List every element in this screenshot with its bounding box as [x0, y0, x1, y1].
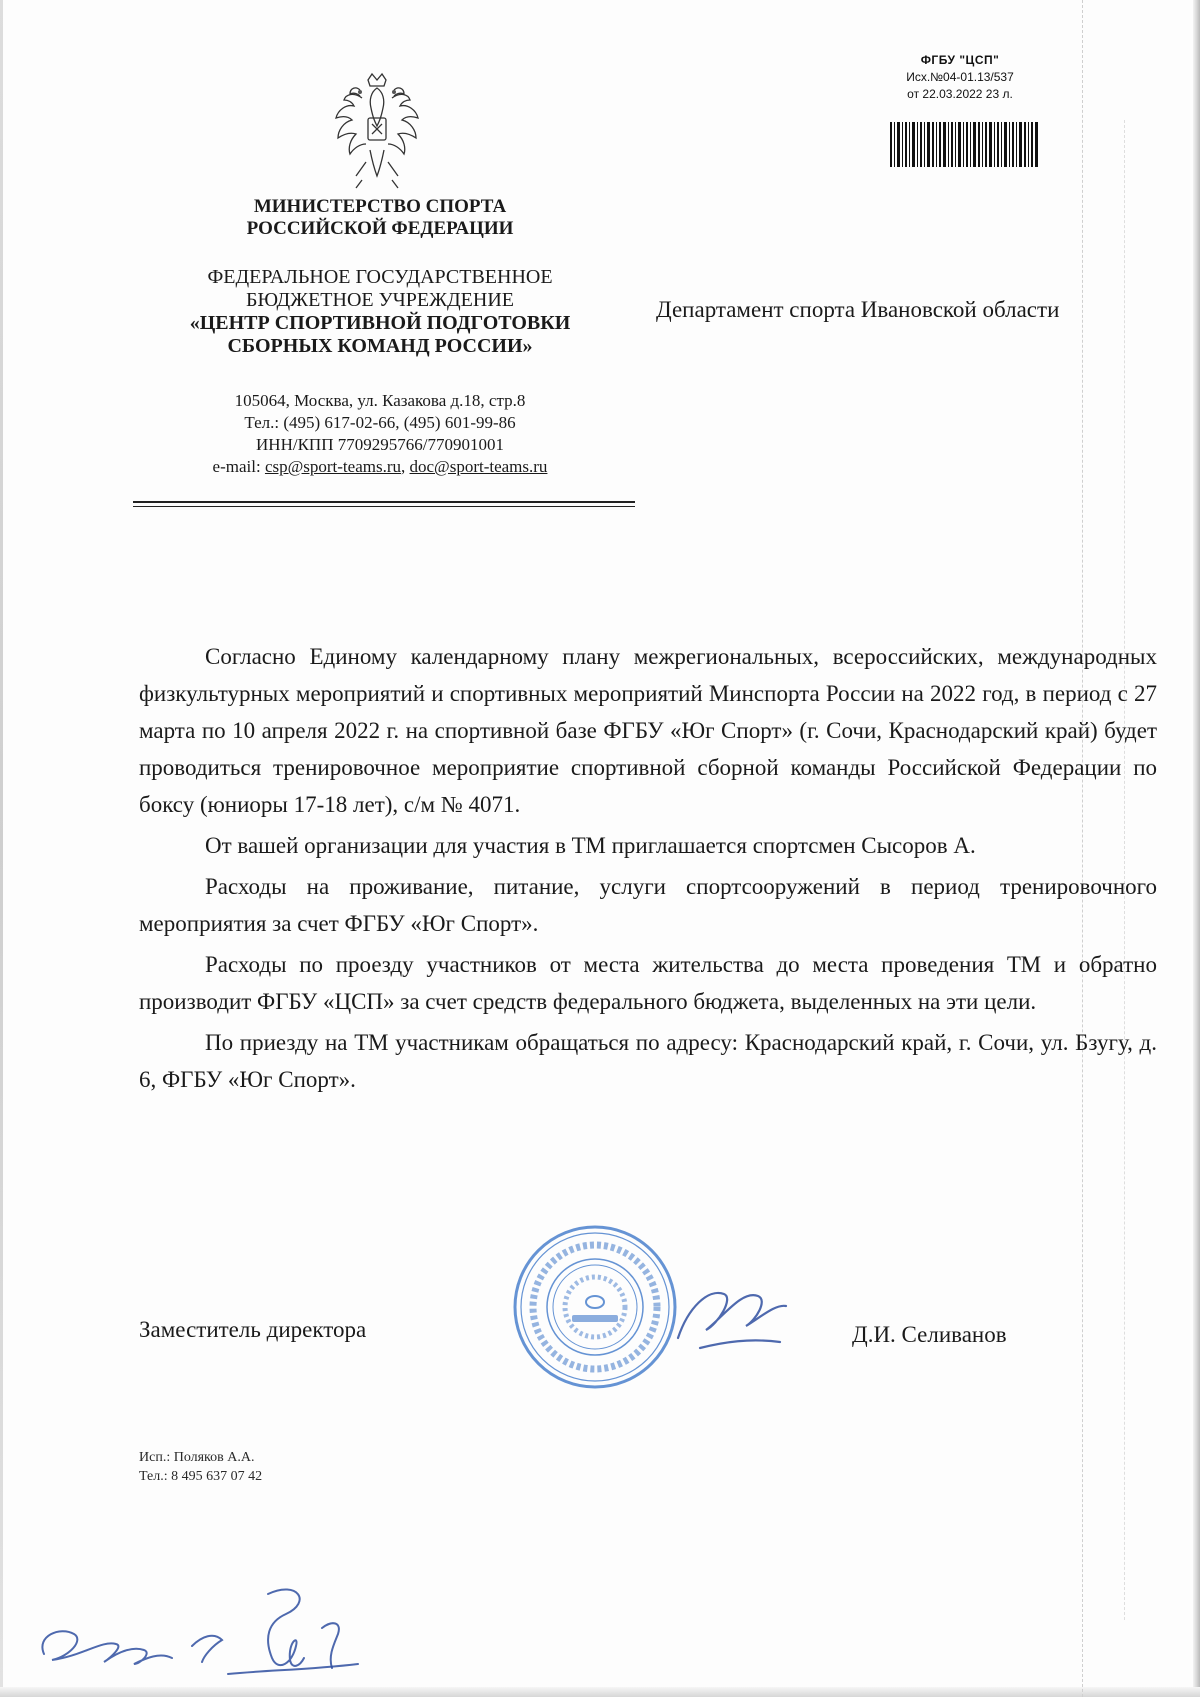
agency-line: ФЕДЕРАЛЬНОЕ ГОСУДАРСТВЕННОЕ	[207, 266, 553, 288]
executor-name: Исп.: Поляков А.А.	[139, 1450, 255, 1465]
agency-title-line: СБОРНЫХ КОМАНД РОССИИ»	[227, 335, 533, 357]
letter-body	[139, 638, 1157, 1102]
executor-phone: Тел.: 8 495 637 07 42	[139, 1469, 263, 1484]
agency-line: БЮДЖЕТНОЕ УЧРЕЖДЕНИЕ	[245, 289, 515, 311]
ministry-line: МИНИСТЕРСТВО СПОРТА	[253, 196, 507, 217]
email-link-csp[interactable]: csp@sport-teams.ru	[264, 457, 401, 476]
body-paragraph: Расходы на проживание, питание, услуги спортсооружений в период тренировочного мероприятия за счет ФГБУ «Юг Спорт».	[139, 874, 1157, 936]
handwritten-signature	[670, 1268, 800, 1358]
agency-title-line: «ЦЕНТР СПОРТИВНОЙ ПОДГОТОВКИ	[189, 312, 571, 334]
email-separator: ,	[401, 457, 410, 476]
registration-number: Исх.№04-01.13/537	[906, 70, 1014, 84]
executor-info	[139, 1448, 262, 1486]
agency-contacts	[150, 390, 610, 478]
letterhead-rule	[133, 501, 635, 503]
scan-edge-right	[1193, 0, 1200, 1697]
signatory-name: Д.И. Селиванов	[852, 1322, 1007, 1347]
ministry-name	[170, 196, 590, 240]
body-paragraph: От вашей организации для участия в ТМ приглашается спортсмен Сысоров А.	[205, 833, 976, 858]
ministry-line: РОССИЙСКОЙ ФЕДЕРАЦИИ	[246, 218, 514, 239]
double-headed-eagle-emblem	[322, 70, 432, 195]
registration-org: ФГБУ "ЦСП"	[920, 53, 1000, 67]
barcode-icon	[890, 122, 1040, 167]
agency-inn: ИНН/КПП 7709295766/770901001	[256, 435, 504, 454]
scan-edge-left	[0, 0, 3, 1697]
letterhead-rule-thin	[133, 506, 635, 507]
body-paragraph: Расходы по проезду участников от места жительства до места проведения ТМ и обратно производит ФГБУ «ЦСП» за счет средств федерального бюджета, выделенных на эти цели.	[139, 952, 1157, 1014]
registration-date: от 22.03.2022 23 л.	[907, 87, 1013, 101]
body-paragraph: Согласно Единому календарному плану межрегиональных, всероссийских, международных физкультурных мероприятий и спортивных мероприятий Минспорта России на 2022 год, в период с 27 марта по 10 апреля 2022 г. на спортивной базе ФГБУ «Юг Спорт» (г. Сочи, Краснодарский край) будет проводиться тренировочное мероприятие спортивной сборной команды Российской Федерации по боксу (юниоры 17-18 лет), с/м № 4071.	[139, 644, 1157, 817]
addressee: Департамент спорта Ивановской области	[656, 297, 1060, 322]
agency-phone: Тел.: (495) 617-02-66, (495) 601-99-86	[244, 413, 516, 432]
official-seal-stamp	[510, 1222, 680, 1392]
body-paragraph: По приезду на ТМ участникам обращаться по адресу: Краснодарский край, г. Сочи, ул. Бзугу, д. 6, ФГБУ «Юг Спорт».	[139, 1030, 1157, 1092]
agency-email	[150, 456, 610, 478]
registration-stamp	[870, 52, 1050, 103]
agency-name	[150, 266, 610, 358]
signatory-title: Заместитель директора	[139, 1317, 367, 1342]
agency-address: 105064, Москва, ул. Казакова д.18, стр.8	[234, 391, 526, 410]
email-label: e-mail:	[212, 457, 265, 476]
email-link-doc[interactable]: doc@sport-teams.ru	[409, 457, 548, 476]
handwritten-note	[32, 1584, 392, 1689]
